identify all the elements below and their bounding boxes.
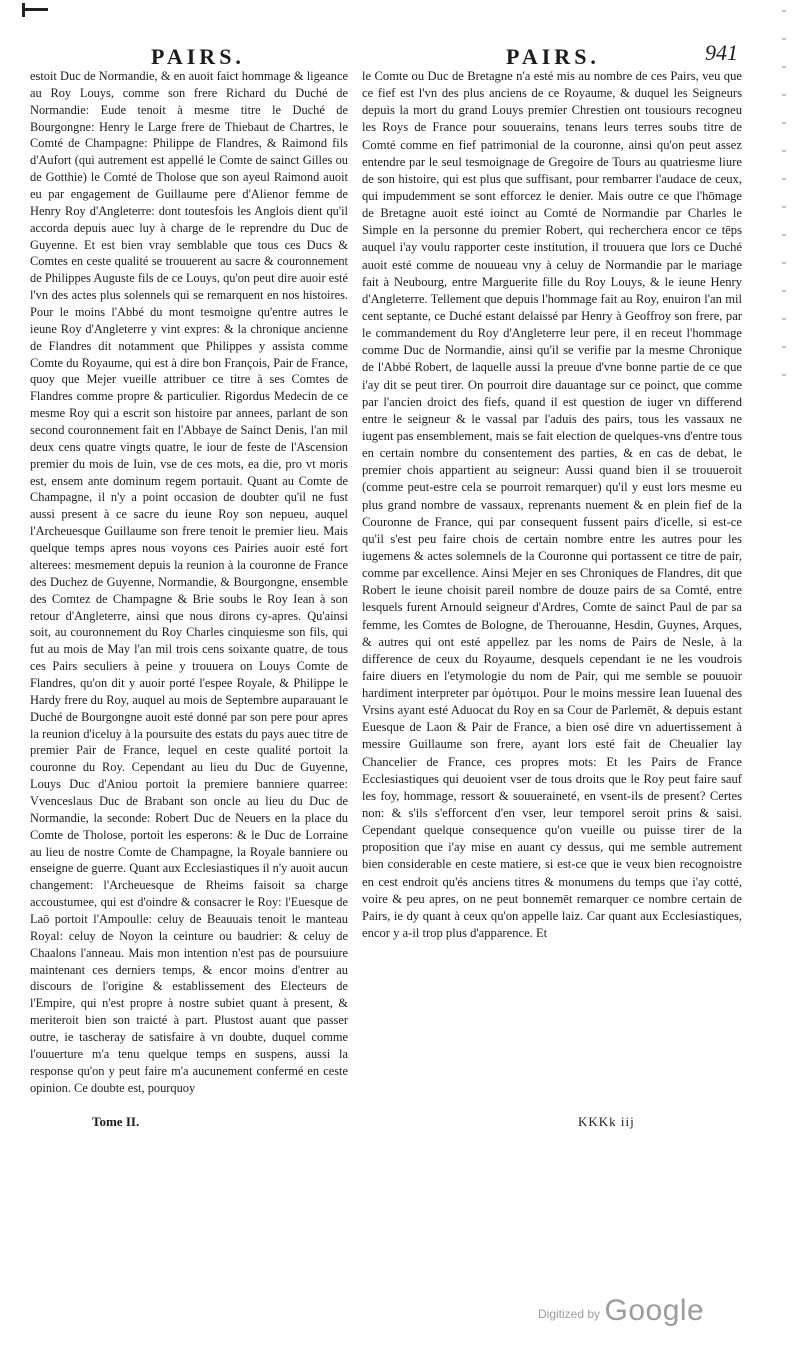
margin-specks	[782, 10, 786, 400]
signature-mark: KKKk iij	[578, 1114, 635, 1129]
left-running-title: PAIRS.	[151, 44, 245, 69]
right-running-title: PAIRS.	[506, 44, 600, 69]
right-column-text: le Comte ou Duc de Bretagne n'a esté mis au nombre de ces Pairs, veu que ce fief est l'vn des plus anciens de ce Royaume, & duquel les Seigneurs depuis la mort du grand Louys premier Chrestien ont tousiours recogneu les Roys de France pour souuerains, tenans leurs terres soubs titre de Comté comme en fief patrimonial de la couronne, ainsi qu'on peut assez entendre par le seul tesmoignage de Gregoire de Tours au quatriesme liure de son histoire, qui est plus que suffisant, pour rembarrer l'audace de ceux, qui impudemment se sont efforcez le denier. Mais outre ce que l'hōmage de Bretagne auoit esté ioinct au Comté de Normandie par Charles le Simple en la personne du premier Robert, qui recherchera encor ce tēps auquel i'ay voulu rapporter ceste institution, il trouuera que lors ce Duché auoit esté comme de nouueau vny à celuy de Normandie par le mariage fait à Neubourg, entre Marguerite fille du Roy Louys, & le ieune Henry d'Angleterre. Tellement que depuis l'hommage fait au Roy, enuiron l'an mil cent septante, ce Duché estant delaissé par Henry à Geoffroy son frere, par le commandement du Roy d'Angleterre leur pere, il en receut l'hommage comme Duc de Normandie, ainsi qu'il se verifie par la mesme Chronique de l'Abbé Robert, de laquelle aussi la preuue d'vne bonne partie de ce que i'ay dit se peut tirer. On pourroit dire dauantage sur ce poinct, que comme par l'ancien droict des fiefs, quand il est question de iuger vn differend entre le seigneur & le vassal par l'aduis des pairs, tous les vassaux ne iugent pas ensemblement, mais se fait election de quelques-vns d'entre tous en certain nombre du consentement des parties, & en cas de debat, le premier chois appartient au seigneur: Aussi quand bien il se trouueroit (comme peut-estre cela se pourroit remarquer) qu'il y eust lors mesme eu plus grand nombre de vassaux, reprenants nuement & en plein fief de la Couronne de France, qui par consequent fussent pairs d'icelle, si est-ce qu'il s'est peu faire chois de certain nombre entre les autres pour les iugemens & actes solemnels de la Couronne qui portassent ce titre de pair, comme par excellence. Ainsi Mejer en ses Chroniques de Flandres, dit que Robert le ieune choisit pareil nombre de douze pairs de sa Comté, entre lesquels furent Arnould seigneur d'Ardres, Comte de sainct Paul de par sa femme, les Comtes de Bologne, de Therouanne, Hesdin, Guynes, Arques, & autres qui ont esté appellez par les noms de Pairs de Nesle, à la difference de ceux du Royaume, desquels cependant ie ne les voudrois faire diuers en l'etymologie du nom de Pair, qui me semble se pouuoir hardiment interpreter par ὁμότιμοι. Pour le moins messire Iean Iuuenal des Vrsins ayant esté Aduocat du Roy en sa Cour de Parlemēt, & depuis estant Euesque de Laon & Pair de France, a bien osé dire vn aduertissement à messire Guillaume son frere, ayant lors esté fait de Cheualier lay Chancelier de France, ces propres mots: Et les Pairs de France Ecclesiastiques qui deuoient vser de tous droits que le Roy peut faire sauf les foy, hommage, ressort & souueraineté, en vsent-ils de present? Certes non: & s'ils s'efforcent d'en vser, leur temporel seroit prins & saisi. Cependant quelque consequence qu'on vueille ou puisse tirer de la proposition que i'ay mise en auant cy dessus, qui me semble autrement bien considerable en ceste matiere, si est-ce que ie veux bien recognoistre en cest endroit qu'és anciens titres & monumens du temps que i'ay cotté, voire & peu apres, on ne peut bonnemēt remarquer ce nombre certain de Pairs, ie dy quant à ceux qu'on appelle laiz. Car quant aux Ecclesiastiques, encor y a-il trop plus d'apparence. Et	[362, 69, 742, 941]
watermark-brand: Google	[604, 1294, 705, 1327]
corner-mark	[22, 8, 48, 17]
left-column-text: estoit Duc de Normandie, & en auoit faict hommage & ligeance au Roy Louys, comme son frere Richard du Duché de Normandie: Eude tenoit à mesme titre le Duché de Bourgongne: Henry le Large frere de Thiebaut de Chartres, le Comté de Champagne: Philippe de Flandres, & Raimond fils d'Aufort (qui autrement est appellé le Comte de sainct Gilles ou de Gotthie) le Comté de Tholose que son ayeul Raimond auoit eu par engagement de Guillaume pere d'Alienor femme de Henry Roy d'Angleterre: dont toutesfois les Anglois dient qu'il accorda depuis auec luy à charge de le reprendre du Duc de Guyenne. Et est bien vray semblable que tous ces Ducs & Comtes en ceste qualité se trouuerent au sacre & couronnement de Philippes Auguste fils de ce Louys, qu'on peut dire auoir esté l'vn des actes plus solennels qui se remarquent en nos histoires. Pour le moins l'Abbé du mont tesmoigne qu'entre autres le ieune Roy d'Angleterre y vint expres: & la chronique ancienne de Flandres dit notamment que Philippes y assista comme Comte du Royaume, qui est à dire bon François, Pair de France, quoy que Mejer vueille attribuer ce titre à ses Comtes de Flandres comme propre & particulier. Rigordus Medecin de ce mesme Roy qui a escrit son histoire par annees, parlant de son second couronnement fait en l'Abbaye de Sainct Denis, l'an mil deux cens quatre vingts quatre, le iour de feste de l'Ascension premier du mois de Iuin, vse de ces mots, ea die, pro vt moris est, ensem ante dominum regem portauit. Quant au Comte de Champagne, il n'y a point occasion de doubter qu'il ne fust aussi present à ce sacre du ieune Roy son nepueu, auquel l'Archeuesque Guillaume son frere tenoit le premier lieu. Mais quelque temps apres nous voyons ces Pairies auoir esté fort alterees: mesmement depuis la reunion à la couronne de France des Duchez de Guyenne, Normandie, & Bourgongne, ensemble des Comtez de Champagne & Brie soubs le Roy Iean à son retour d'Angleterre, ainsi que nous dirons cy-apres. Qu'ainsi soit, au couronnement du Roy Charles cinquiesme son fils, qui fut au mois de May l'an mil trois cens soixante quatre, de tous ces Pairs seculiers à peine y trouuera on Louys Comte de Flandres, qu'on dit y auoir porté l'espee Royale, & Philippe le Hardy frere du Roy, auquel au mois de Septembre auparauant le Duché de Bourgongne auoit esté donné par son pere pour apres la reunion d'iceluy à la poursuite des estats du pays auec titre de premier Pair de France, lequel en ceste qualité portoit la couronne du Roy. Cependant au lieu du Duc de Guyenne, Louys Duc d'Aniou portoit la premiere banniere quarree: Vvenceslaus Duc de Brabant son oncle au lieu du Duc de Normandie, la seconde: Robert Duc de Neuers en la place du Comte de Tholose, portoit les esperons: & le Duc de Lorraine au lieu de nostre Comte de Champagne, la Royale banniere ou enseigne de guerre. Quant aux Ecclesiastiques il n'y auoit aucun changement: l'Archeuesque de Rheims faisoit sa charge accoustumee, qui est d'oindre & consacrer le Roy: l'Euesque de Laō portoit l'Ampoulle: celuy de Beauuais tenoit le manteau Royal: celuy de Noyon la ceinture ou baudrier: & celuy de Chaalons l'anneau. Mais mon intention n'est pas de poursuiure maintenant ces derniers temps, & encor moins d'entrer au discours de l'origine & establissement des Electeurs de l'Empire, qui n'est propre à nostre subiet quant à present, & meriteroit bien son traicté à part. Plustost auant que passer outre, ie tascheray de satisfaire à vn doubte, duquel comme l'ouuerture m'a tenu quelque temps en suspens, aussi la response qu'on y peut faire m'a aucunement confermé en ceste opinion. Ce doubte est, pourquoy	[30, 69, 348, 1095]
page-number: 941	[705, 40, 738, 65]
left-column	[30, 68, 348, 1096]
right-column	[362, 68, 742, 942]
watermark	[538, 1294, 704, 1328]
watermark-prefix: Digitized by	[538, 1307, 601, 1321]
volume-label: Tome II.	[92, 1114, 140, 1129]
